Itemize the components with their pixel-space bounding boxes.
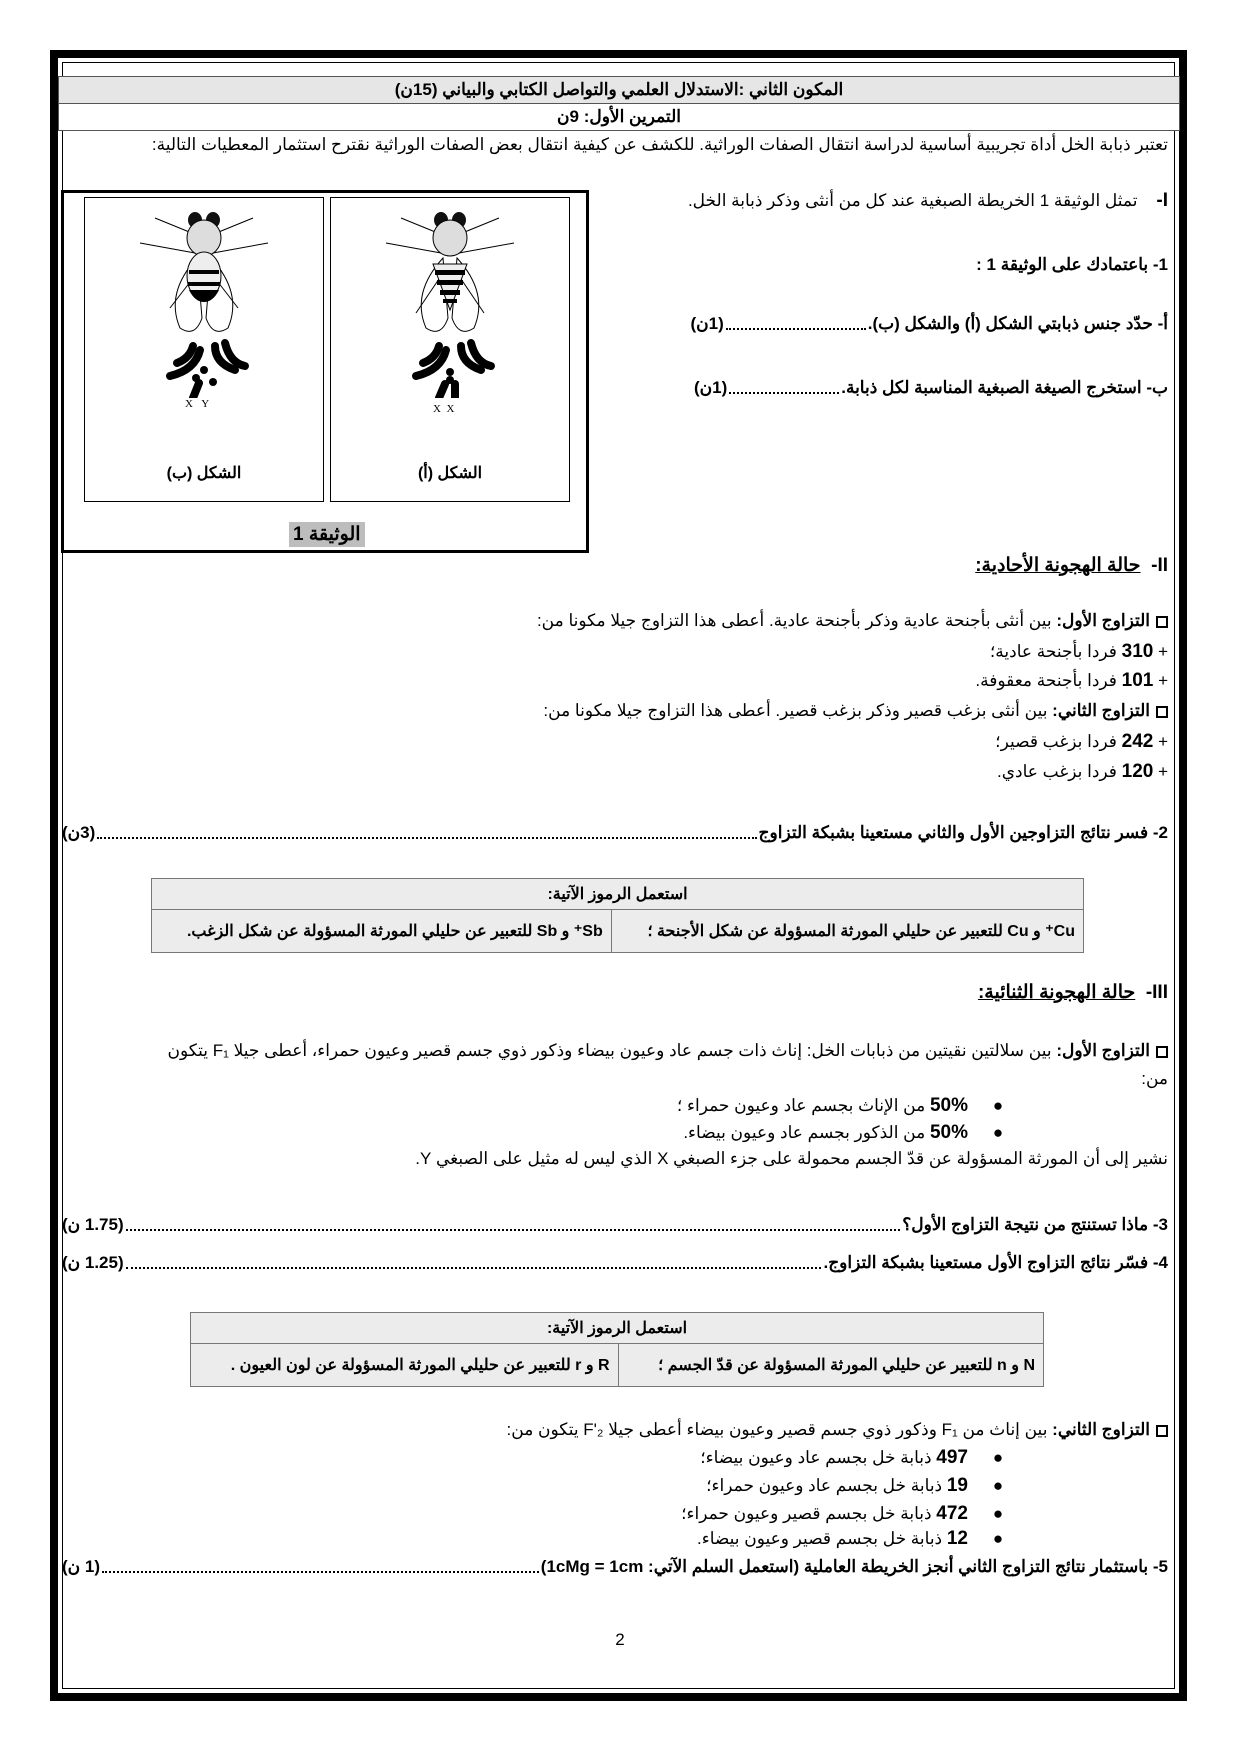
chromosome-label: X — [446, 403, 455, 415]
female-fly-icon — [331, 198, 569, 398]
cross-1: التزاوج الأول: بين أنثى بأجنحة عادية وذكر بأجنحة عادية. أعطى هذا التزاوج جيلا مكونا من: — [62, 610, 1168, 632]
cross-2: التزاوج الثاني: بين إناث من F₁ وذكور ذوي جسم قصير وعيون بيضاء أعطى جيلا F'₂ يتكون من: — [62, 1419, 1168, 1441]
symbols-cell: R و r للتعبير عن حليلي المورثة المسؤولة عن لون العيون . — [191, 1344, 619, 1387]
square-bullet-icon — [1156, 1046, 1168, 1058]
question-1a: أ- حدّد جنس ذبابتي الشكل (أ) والشكل (ب). (1ن) — [690, 314, 1168, 333]
question-4: 4- فسّر نتائج التزاوج الأول مستعينا بشبكة التزاوج. (1.25 ن) — [62, 1253, 1168, 1272]
question-5: 5- باستثمار نتائج التزاوج الثاني أنجز الخريطة العاملية (استعمل السلم الآتي: 1cMg = 1cm) (1 ن) — [62, 1557, 1168, 1576]
result-item: ●497 ذبابة خل بجسم عاد وعيون بيضاء؛ — [700, 1447, 1004, 1468]
symbols-header: استعمل الرموز الآتية: — [191, 1313, 1044, 1344]
symbols-cell: Cu⁺ و Cu للتعبير عن حليلي المورثة المسؤولة عن شكل الأجنحة ؛ — [611, 910, 1083, 953]
symbols-table-2 — [190, 1312, 1044, 1387]
figure-a — [330, 197, 570, 502]
figure-a-caption: الشكل (أ) — [417, 465, 483, 482]
part2-heading: II- حالة الهجونة الأحادية: — [975, 555, 1168, 576]
intro-text: تعتبر ذبابة الخل أداة تجريبية أساسية لدراسة انتقال الصفات الوراثية. للكشف عن كيفية انتقال بعض الصفات الوراثية نقترح استثمار المعطيات التالية: — [151, 135, 1168, 154]
part1-intro: I- تمثل الوثيقة 1 الخريطة الصبغية عند كل من أنثى وذكر ذبابة الخل. — [687, 190, 1168, 211]
note-text: نشير إلى أن المورثة المسؤولة عن قدّ الجسم محمولة على جزء الصبغي X الذي ليس له مثيل على الصبغي Y. — [415, 1149, 1168, 1168]
symbols-header: استعمل الرموز الآتية: — [152, 879, 1084, 910]
component-title: المكون الثاني :الاستدلال العلمي والتواصل الكتابي والبياني (15ن) — [58, 76, 1180, 104]
result-item: ●472 ذبابة خل بجسم قصير وعيون حمراء؛ — [681, 1503, 1004, 1524]
document-title: الوثيقة 1 — [289, 522, 365, 547]
exercise-title: التمرين الأول: 9ن — [58, 103, 1180, 131]
square-bullet-icon — [1156, 616, 1168, 628]
cross-1: التزاوج الأول: بين سلالتين نقيتين من ذبابات الخل: إناث ذات جسم عاد وعيون بيضاء وذكور ذوي جسم قصير وعيون حمراء، أعطى جيلا F₁ يتكون — [62, 1040, 1168, 1062]
result-item: + 310 فردا بأجنحة عادية؛ — [989, 641, 1168, 662]
figure-b — [84, 197, 324, 502]
cross-2: التزاوج الثاني: بين أنثى بزغب قصير وذكر بزغب قصير. أعطى هذا التزاوج جيلا مكونا من: — [62, 700, 1168, 722]
chromosome-label: X — [185, 398, 193, 410]
result-item: ●50% من الإناث بجسم عاد وعيون حمراء ؛ — [676, 1095, 1004, 1116]
male-fly-icon — [85, 198, 323, 398]
symbols-table-1 — [151, 878, 1084, 953]
question-2: 2- فسر نتائج التزاوجين الأول والثاني مستعينا بشبكة التزاوج (3ن) — [62, 823, 1168, 842]
question-3: 3- ماذا تستنتج من نتيجة التزاوج الأول؟ (1.75 ن) — [62, 1215, 1168, 1234]
result-item: ●50% من الذكور بجسم عاد وعيون بيضاء. — [683, 1122, 1004, 1143]
square-bullet-icon — [1156, 1425, 1168, 1437]
result-item: + 242 فردا بزغب قصير؛ — [995, 731, 1168, 752]
part3-heading: III- حالة الهجونة الثنائية: — [977, 982, 1168, 1003]
square-bullet-icon — [1156, 706, 1168, 718]
symbols-cell: Sb⁺ و Sb للتعبير عن حليلي المورثة المسؤولة عن شكل الزغب. — [152, 910, 612, 953]
result-item: + 120 فردا بزغب عادي. — [997, 761, 1168, 782]
result-item: + 101 فردا بأجنحة معقوفة. — [975, 670, 1168, 691]
symbols-cell: N و n للتعبير عن حليلي المورثة المسؤولة عن قدّ الجسم ؛ — [618, 1344, 1043, 1387]
result-item: ●19 ذبابة خل بجسم عاد وعيون حمراء؛ — [706, 1475, 1004, 1496]
chromosome-label: Y — [201, 398, 210, 410]
result-item: ●12 ذبابة خل بجسم قصير وعيون بيضاء. — [696, 1528, 1004, 1549]
page-number: 2 — [615, 1630, 625, 1649]
chromosome-label: X — [433, 403, 441, 415]
cross-1-continued: من: — [1141, 1069, 1168, 1088]
figure-b-caption: الشكل (ب) — [166, 465, 242, 482]
question-1: 1- باعتمادك على الوثيقة 1 : — [976, 255, 1168, 274]
document-1 — [61, 190, 589, 553]
question-1b: ب- استخرج الصيغة الصبغية المناسبة لكل ذبابة. (1ن) — [693, 378, 1168, 397]
